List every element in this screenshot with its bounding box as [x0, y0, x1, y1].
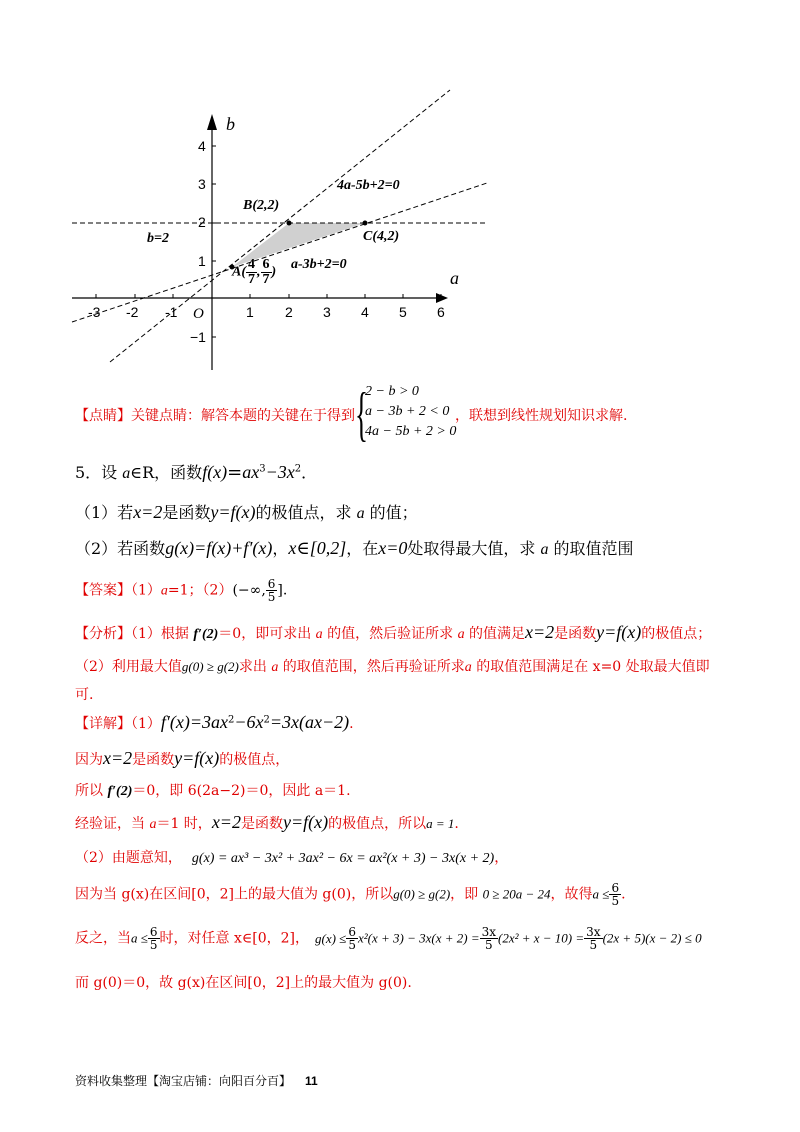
y-tick-3: 3	[198, 176, 206, 192]
feasible-region-graph	[0, 0, 800, 380]
x-tick-2: 2	[285, 304, 293, 320]
y-tick-2: 2	[198, 214, 206, 230]
axis-a-label: a	[450, 268, 459, 288]
analysis-line1: 【分析】（1）根据 f′(2)＝0，即可求出 a 的值，然后验证所求 a 的值满足x=2是函数y=f(x)的极值点；	[75, 622, 712, 642]
x-tick-6: 6	[437, 304, 445, 320]
q5-stem: 5．设 a∈R，函数$f(x)=ax^3-3x^2$．	[75, 462, 318, 483]
analysis-line3: 可.	[75, 687, 94, 703]
y-tick-neg1: −1	[190, 329, 206, 345]
line1-label: 4a-5b+2=0	[337, 178, 400, 193]
x-tick-neg1: -1	[165, 304, 178, 320]
y-tick-4: 4	[198, 138, 206, 154]
detail-line3: 所以 f′(2)＝0，即 6(2a−2)＝0，因此 a＝1.	[75, 783, 351, 799]
page-number: 11	[305, 1074, 318, 1088]
detail-line8: 而 g(0)＝0，故 g(x)在区间[0，2]上的最大值为 g(0).	[75, 975, 412, 991]
point-B	[287, 221, 292, 226]
dianjing-prefix: 【点睛】关键点睛：解答本题的关键在于得到	[75, 408, 355, 424]
detail-line2: 因为x=2是函数y=f(x)的极值点，	[75, 748, 290, 768]
detail-line6: 因为当 g(x)在区间[0，2]上的最大值为 g(0)，所以g(0) ≥ g(2)，即 0 ≥ 20a − 24，故得a ≤ $\frac{6}{5}$ .	[75, 881, 626, 908]
point-B-label: B(2,2)	[243, 198, 280, 213]
point-A-label: A( $\frac{4}{7}$ , $\frac{6}{7}$ )	[232, 257, 277, 287]
detail-line1: 【详解】$(1)f'(x)=3ax^2-6x^2=3x(ax-2)$.	[75, 712, 354, 732]
x-tick-1: 1	[246, 304, 254, 320]
x-tick-4: 4	[361, 304, 369, 320]
line-4a-5b-2	[110, 90, 450, 362]
footer-source: 资料收集整理【淘宝店铺：向阳百分百】	[75, 1074, 292, 1088]
a-axis-arrow	[436, 293, 448, 303]
origin-label: O	[193, 306, 204, 322]
point-C	[363, 221, 368, 226]
x-tick-neg3: -3	[88, 304, 101, 320]
axis-b-label: b	[226, 114, 235, 134]
answer-line: 【答案】（1）a=1；（2）(−∞, $\frac{6}{5}$ ].	[75, 577, 288, 604]
system-row-1: 2 − b > 0	[365, 384, 419, 399]
line3-label: b=2	[147, 231, 169, 246]
footer-text	[75, 1072, 318, 1089]
system-row-3: 4a − 5b + 2 > 0	[365, 424, 457, 439]
b-axis-arrow	[207, 114, 217, 130]
y-tick-1: 1	[198, 253, 206, 269]
dianjing-suffix: ，联想到线性规划知识求解.	[455, 408, 628, 424]
point-C-label: C(4,2)	[363, 229, 400, 244]
line-a-3b-2	[72, 183, 487, 322]
x-tick-5: 5	[399, 304, 407, 320]
line2-label: a-3b+2=0	[291, 257, 347, 272]
system-brace: {	[355, 381, 368, 447]
system-row-2: a − 3b + 2 < 0	[365, 404, 450, 419]
q5-part1: （1）若x=2是函数y=f(x)的极值点，求 a 的值；	[75, 502, 418, 522]
detail-line4: 经验证，当 a＝1 时，x=2是函数y=f(x)的极值点，所以a = 1.	[75, 812, 459, 832]
q5-part2: （2）若函数g(x)=f(x)+f′(x)，x∈[0,2]，在x=0处取得最大值，求 a 的取值范围	[75, 538, 634, 558]
x-tick-neg2: -2	[126, 304, 139, 320]
analysis-line2: （2）利用最大值g(0) ≥ g(2)求出 a 的取值范围，然后再验证所求a 的取值范围满足在 x=0 处取最大值即	[75, 659, 710, 675]
detail-line7: 反之，当a ≤ $\frac{6}{5}$ 时，对任意 x∈[0，2]， g(x) ≤ $\frac{6}{5}$ x²(x + 3) − 3x(x + 2) = $\frac{3x}{5}$ (2x² + x − 10) = $\frac{3x}{5}$ (2x + 5)(x − 2) ≤ 0	[75, 925, 702, 952]
detail-line5: （2）由题意知， g(x) = ax³ − 3x² + 3ax² − 6x = ax²(x + 3) − 3x(x + 2)，	[75, 850, 509, 866]
x-tick-3: 3	[323, 304, 331, 320]
